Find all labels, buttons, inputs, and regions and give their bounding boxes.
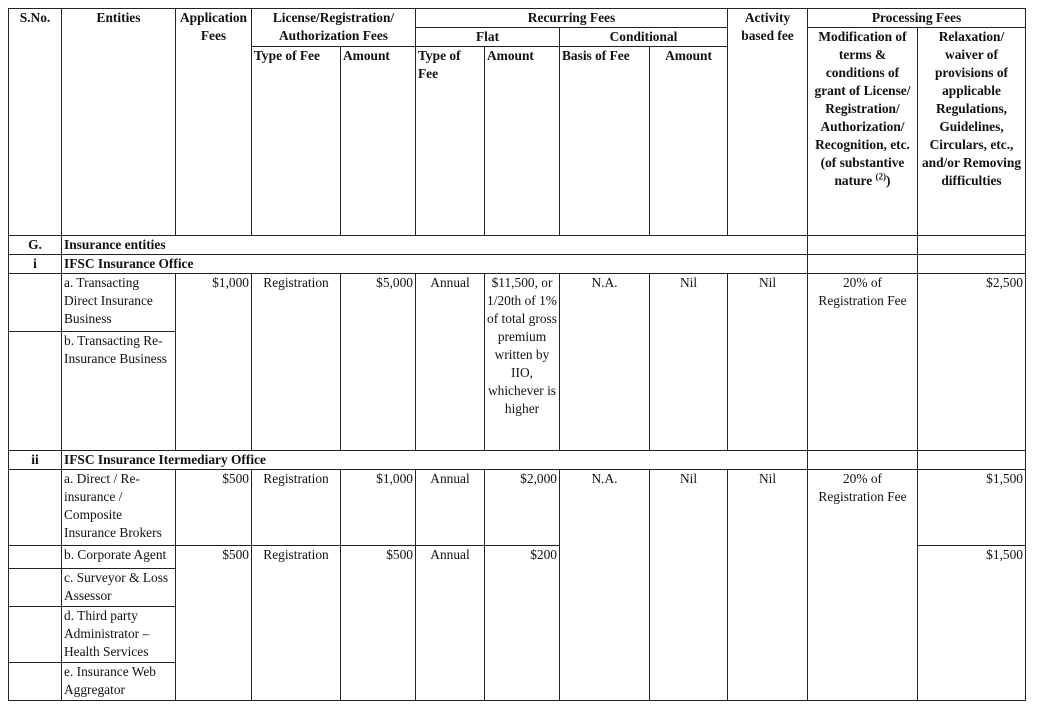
header-recurring-fees: Recurring Fees	[416, 9, 728, 28]
row-i-basis-of-fee: N.A.	[560, 274, 650, 451]
row-i-activity-fee: Nil	[728, 274, 808, 451]
row-i-flat-amount: $11,500, or 1/20th of 1% of total gross premium written by IIO, whichever is higher	[485, 274, 560, 451]
header-flat-type-of-fee: Type of Fee	[416, 47, 485, 236]
header-license-type-of-fee: Type of Fee	[252, 47, 341, 236]
row-ii-activity-fee: Nil	[728, 470, 808, 701]
row-iic-sno	[9, 569, 62, 607]
section-i-empty-1	[808, 255, 918, 274]
row-ib-sno	[9, 332, 62, 451]
row-iia-flat-amount: $2,000	[485, 470, 560, 546]
section-ii-sno: ii	[9, 451, 62, 470]
header-modification-close: )	[886, 173, 891, 188]
row-iib-sno	[9, 546, 62, 569]
row-iia-relaxation-fee: $1,500	[918, 470, 1026, 546]
row-i-flat-type: Annual	[416, 274, 485, 451]
header-modification-footnote: (2)	[875, 171, 887, 182]
row-i-relaxation-fee: $2,500	[918, 274, 1026, 451]
section-i-title: IFSC Insurance Office	[62, 255, 808, 274]
row-iia-sno	[9, 470, 62, 546]
row-iia-application-fee: $500	[176, 470, 252, 546]
row-iid-sno	[9, 607, 62, 663]
row-ii-conditional-amount: Nil	[650, 470, 728, 701]
row-iie-entity: e. Insurance Web Aggregator	[62, 663, 176, 701]
header-flat: Flat	[416, 28, 560, 47]
section-g-sno: G.	[9, 236, 62, 255]
section-ii-empty-1	[808, 451, 918, 470]
header-entities: Entities	[62, 9, 176, 236]
row-iie-sno	[9, 663, 62, 701]
row-iia-flat-type: Annual	[416, 470, 485, 546]
row-iib-flat-type: Annual	[416, 546, 485, 701]
header-modification	[808, 28, 918, 236]
section-g-empty-1	[808, 236, 918, 255]
header-license-fees: License/Registration/ Authorization Fees	[252, 9, 416, 47]
section-i-empty-2	[918, 255, 1026, 274]
header-activity-fee: Activity based fee	[728, 9, 808, 236]
row-ii-modification-fee: 20% of Registration Fee	[808, 470, 918, 701]
row-iib-license-type: Registration	[252, 546, 341, 701]
row-i-conditional-amount: Nil	[650, 274, 728, 451]
row-iib-license-amount: $500	[341, 546, 416, 701]
header-basis-of-fee: Basis of Fee	[560, 47, 650, 236]
row-ia-sno	[9, 274, 62, 332]
row-iic-entity: c. Surveyor & Loss Assessor	[62, 569, 176, 607]
row-iia-license-amount: $1,000	[341, 470, 416, 546]
section-g-empty-2	[918, 236, 1026, 255]
row-iib-entity: b. Corporate Agent	[62, 546, 176, 569]
header-application-fees: Application Fees	[176, 9, 252, 236]
row-iia-entity: a. Direct / Re-insurance / Composite Insurance Brokers	[62, 470, 176, 546]
header-conditional: Conditional	[560, 28, 728, 47]
header-license-amount: Amount	[341, 47, 416, 236]
header-sno: S.No.	[9, 9, 62, 236]
section-g-title: Insurance entities	[62, 236, 808, 255]
row-iid-entity: d. Third party Administrator – Health Services	[62, 607, 176, 663]
row-ii-basis-of-fee: N.A.	[560, 470, 650, 701]
row-ia-entity: a. Transacting Direct Insurance Business	[62, 274, 176, 332]
header-processing-fees: Processing Fees	[808, 9, 1026, 28]
header-modification-text: Modification of terms & conditions of grant of License/ Registration/ Authorization/ Recognition, etc. (of substantive nature	[814, 29, 911, 188]
row-iib-application-fee: $500	[176, 546, 252, 701]
row-i-license-amount: $5,000	[341, 274, 416, 451]
row-i-license-type: Registration	[252, 274, 341, 451]
header-flat-amount: Amount	[485, 47, 560, 236]
row-iia-license-type: Registration	[252, 470, 341, 546]
row-iib-flat-amount: $200	[485, 546, 560, 701]
fee-schedule-table	[8, 8, 1026, 701]
section-ii-empty-2	[918, 451, 1026, 470]
header-relaxation: Relaxation/ waiver of provisions of applicable Regulations, Guidelines, Circulars, etc., and/or Removing difficulties	[918, 28, 1026, 236]
section-ii-title: IFSC Insurance Itermediary Office	[62, 451, 808, 470]
row-i-application-fee: $1,000	[176, 274, 252, 451]
row-ib-entity: b. Transacting Re-Insurance Business	[62, 332, 176, 451]
section-i-sno: i	[9, 255, 62, 274]
row-iib-relaxation-fee: $1,500	[918, 546, 1026, 701]
header-conditional-amount: Amount	[650, 47, 728, 236]
row-i-modification-fee: 20% of Registration Fee	[808, 274, 918, 451]
fee-schedule-wrapper	[8, 8, 1026, 701]
